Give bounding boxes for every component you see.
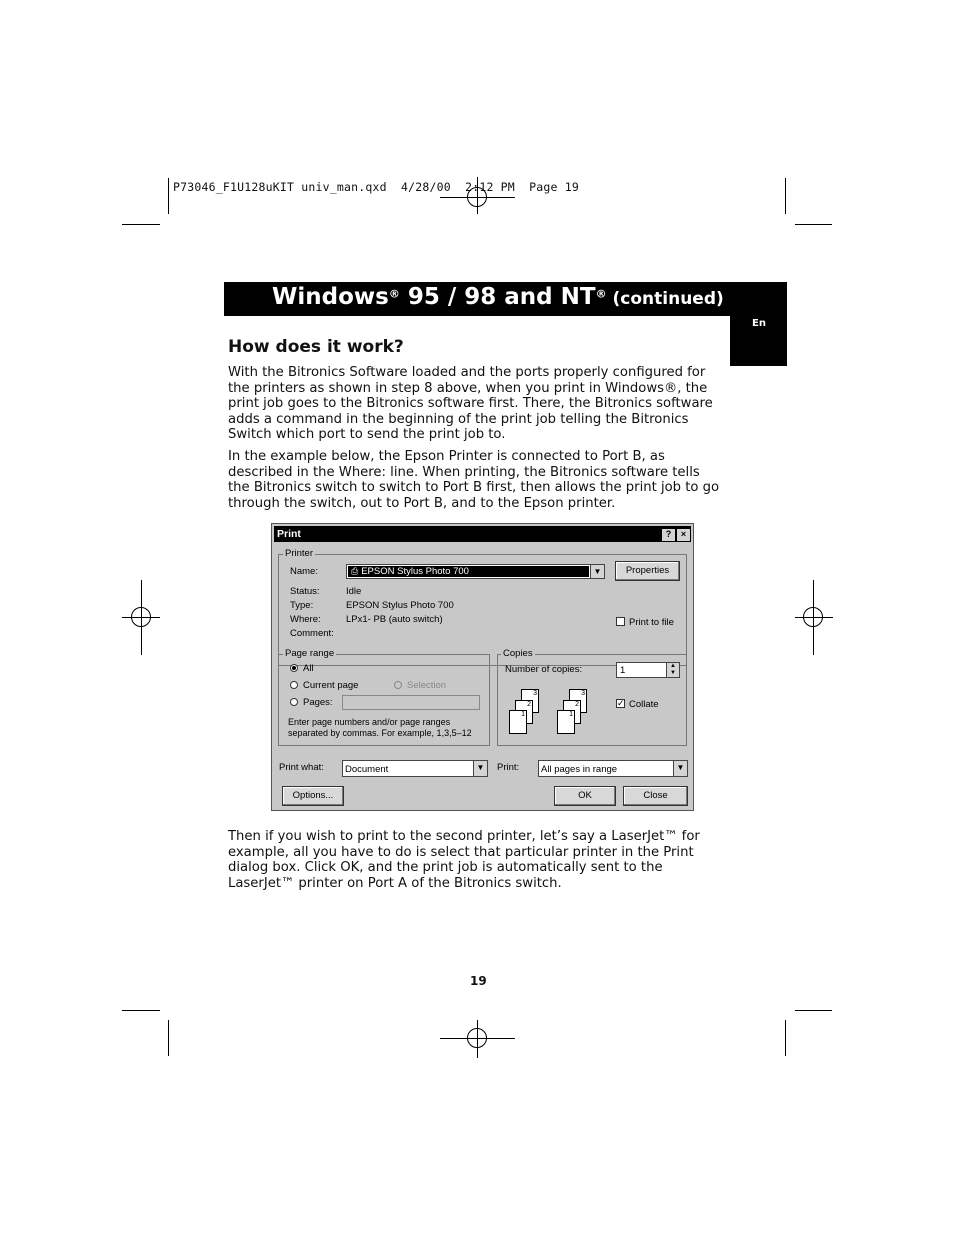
print-label: Print: xyxy=(497,762,520,773)
dialog-title: Print xyxy=(277,528,301,540)
language-tab xyxy=(730,282,787,366)
where-label: Where: xyxy=(290,614,321,625)
title-continued: (continued) xyxy=(606,289,724,309)
help-button[interactable]: ? xyxy=(661,528,676,542)
all-radio[interactable] xyxy=(290,664,298,672)
properties-button[interactable]: Properties xyxy=(615,561,680,581)
current-page-radio[interactable] xyxy=(290,681,298,689)
paragraph: With the Bitronics Software loaded and the ports properly configured for the printers as shown in step 8 above, when you print in Windows®, the print job goes to the Bitronics software first. There, the Bitronics software adds a command in the beginning of the print job telling the Bitronics Switch which port to send the print job to. xyxy=(228,365,713,443)
crop-mark xyxy=(795,1010,832,1011)
registration-mark-icon xyxy=(131,607,151,627)
paragraph: In the example below, the Epson Printer is connected to Port B, as described in the Where: line. When printing, the Bitronics software tells the Bitronics switch to switch to Port B first, then allows the print job to go through the switch, out to Port B, and to the Epson printer. xyxy=(228,448,720,511)
title-mid: 95 / 98 and NT xyxy=(399,284,596,310)
pages-radio[interactable] xyxy=(290,698,298,706)
num-copies-value: 1 xyxy=(620,665,626,676)
pages-hint-line: separated by commas. For example, 1,3,5–12 xyxy=(288,728,472,738)
closing-text xyxy=(228,829,720,897)
chevron-down-icon[interactable]: ▼ xyxy=(590,565,604,578)
print-to-file-checkbox[interactable] xyxy=(616,617,625,626)
copies-group-label: Copies xyxy=(503,648,533,659)
language-label: En xyxy=(752,318,766,329)
chevron-down-icon[interactable]: ▼ xyxy=(673,761,687,776)
collate-checkbox[interactable]: ✓ xyxy=(617,698,625,708)
registration-mark-icon xyxy=(803,607,823,627)
print-what-label: Print what: xyxy=(279,762,324,773)
page-icon: 3 xyxy=(569,689,587,713)
options-button[interactable]: Options... xyxy=(282,786,344,806)
num-copies-input[interactable] xyxy=(616,662,680,678)
page-icon: 2 xyxy=(563,700,581,724)
registration-mark-icon xyxy=(467,1028,487,1048)
print-what-value: Document xyxy=(345,764,389,775)
printer-name-value: EPSON Stylus Photo 700 xyxy=(361,566,469,577)
cancel-button[interactable]: Close xyxy=(623,786,688,806)
section-heading: How does it work? xyxy=(228,337,404,357)
crop-mark xyxy=(122,224,160,225)
page-icon: 1 xyxy=(557,710,575,734)
section-title xyxy=(272,284,724,310)
intro-text xyxy=(228,365,720,517)
collate-label: Collate xyxy=(629,699,659,710)
ok-button[interactable]: OK xyxy=(554,786,616,806)
print-to-file-label: Print to file xyxy=(629,617,674,628)
print-dialog xyxy=(271,523,694,811)
title-main: Windows xyxy=(272,284,389,310)
status-label: Status: xyxy=(290,586,320,597)
print-what-select[interactable] xyxy=(342,760,488,777)
name-label: Name: xyxy=(290,566,318,577)
printer-group-label: Printer xyxy=(285,548,313,559)
printer-icon: ⎙ xyxy=(351,566,359,576)
registered-mark: ® xyxy=(595,287,607,301)
type-label: Type: xyxy=(290,600,314,611)
all-label: All xyxy=(303,663,314,674)
spinner-icon[interactable]: ▲ ▼ xyxy=(666,663,679,677)
print-select[interactable] xyxy=(538,760,688,777)
crop-mark xyxy=(122,1010,160,1011)
pages-label: Pages: xyxy=(303,697,333,708)
page-number: 19 xyxy=(470,974,487,988)
type-value: EPSON Stylus Photo 700 xyxy=(346,600,454,611)
selection-label: Selection xyxy=(407,680,447,691)
where-value: LPx1- PB (auto switch) xyxy=(346,614,443,625)
printer-name-highlight xyxy=(348,566,589,577)
chevron-down-icon[interactable]: ▼ xyxy=(473,761,487,776)
printer-name-select[interactable] xyxy=(346,564,605,579)
comment-label: Comment: xyxy=(290,628,334,639)
current-page-label: Current page xyxy=(303,680,359,691)
close-button[interactable]: × xyxy=(676,528,691,542)
pages-hint-line: Enter page numbers and/or page ranges xyxy=(288,717,451,727)
crop-mark xyxy=(168,1020,169,1056)
crop-mark xyxy=(785,178,786,214)
print-value: All pages in range xyxy=(541,764,618,775)
crop-mark xyxy=(795,224,832,225)
page-icon: 1 xyxy=(509,710,527,734)
num-copies-label: Number of copies: xyxy=(505,664,583,675)
status-value: Idle xyxy=(346,586,362,597)
pages-input[interactable] xyxy=(342,695,480,710)
paragraph: Then if you wish to print to the second printer, let’s say a LaserJet™ for example, all you have to do is select that particular printer in the Print dialog box. Click OK, and the print job is automatically sent to the LaserJet™ printer on Port A of the Bitronics switch. xyxy=(228,829,700,891)
crop-mark xyxy=(785,1020,786,1056)
page-range-group-label: Page range xyxy=(285,648,335,659)
selection-radio[interactable] xyxy=(394,681,402,689)
file-slug: P73046_F1U128uKIT univ_man.qxd 4/28/00 2:12 PM Page 19 xyxy=(173,180,580,194)
registered-mark: ® xyxy=(388,287,400,301)
crop-mark xyxy=(168,178,169,214)
page-icon: 3 xyxy=(521,689,539,713)
section-title-bar xyxy=(224,282,787,316)
page-icon: 2 xyxy=(515,700,533,724)
dialog-title-bar xyxy=(274,526,691,542)
